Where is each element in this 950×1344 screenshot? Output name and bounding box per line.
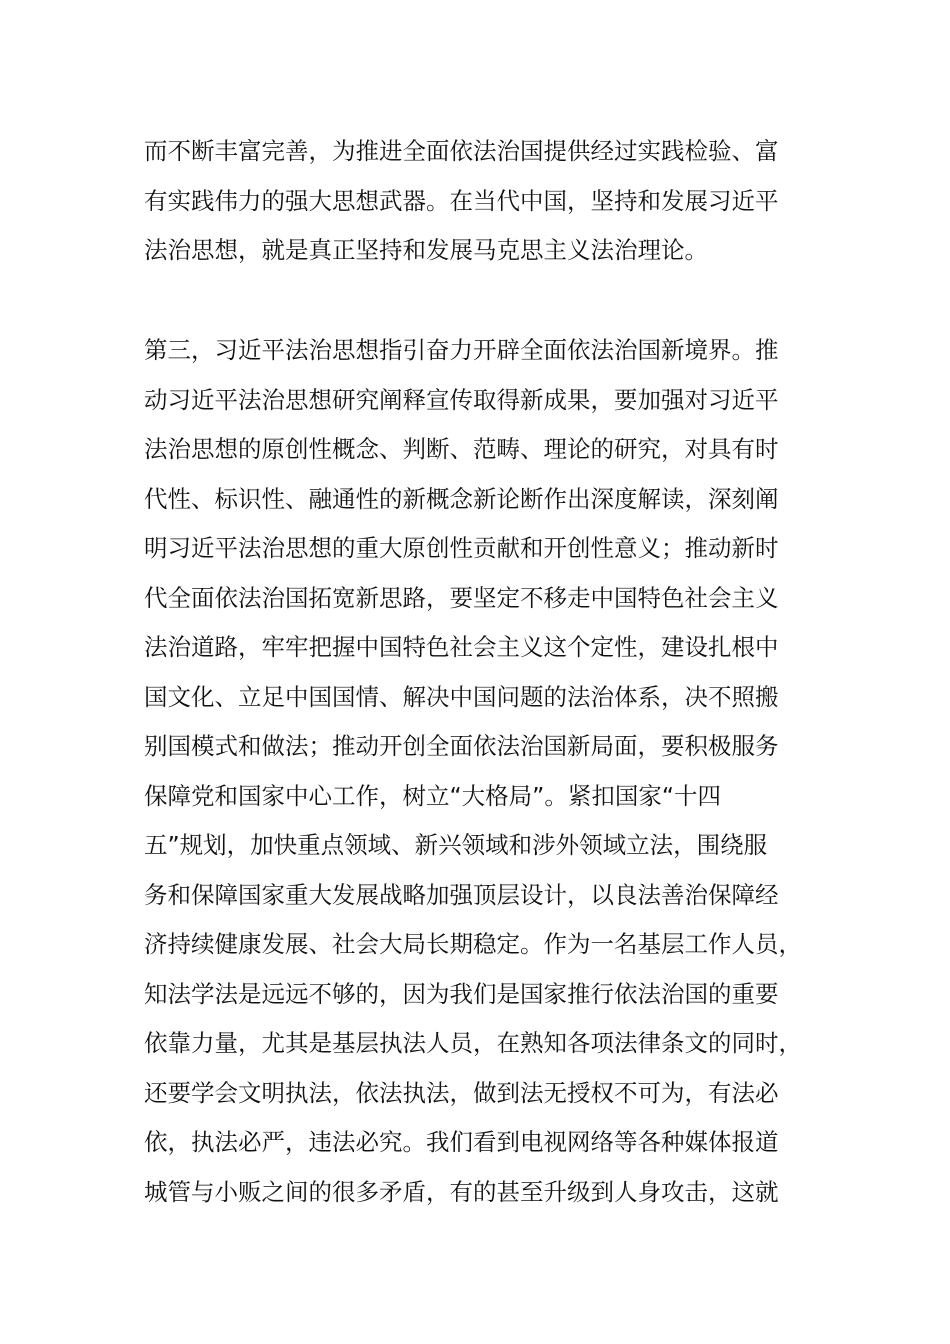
text-line: 还要学会文明执法，依法执法，做到法无授权不可为，有法必	[144, 1078, 779, 1107]
text-line: 保障党和国家中心工作，树立“大格局”。紧扣国家“十四	[144, 781, 722, 810]
text-line: 代全面依法治国拓宽新思路，要坚定不移走中国特色社会主义	[144, 583, 779, 612]
text-line: 国文化、立足中国国情、解决中国问题的法治体系，决不照搬	[144, 682, 779, 711]
text-line: 有实践伟力的强大思想武器。在当代中国，坚持和发展习近平	[144, 186, 779, 215]
text-line: 依，执法必严，违法必究。我们看到电视网络等各种媒体报道	[144, 1128, 779, 1156]
text-line: 济持续健康发展、社会大局长期稳定。作为一名基层工作人员，	[144, 930, 802, 958]
paragraph	[144, 127, 834, 276]
text-line: 代性、标识性、融通性的新概念新论断作出深度解读，深刻阐	[144, 484, 779, 513]
paragraph	[144, 326, 834, 1217]
text-line: 法治道路，牢牢把握中国特色社会主义这个定性，建设扎根中	[144, 633, 779, 661]
text-line: 法治思想，就是真正坚持和发展马克思主义法治理论。	[144, 236, 708, 264]
text-line: 而不断丰富完善，为推进全面依法治国提供经过实践检验、富	[144, 137, 779, 165]
text-line: 依靠力量，尤其是基层执法人员，在熟知各项法律条文的同时，	[144, 1029, 802, 1057]
text-line: 务和保障国家重大发展战略加强顶层设计，以良法善治保障经	[144, 880, 779, 909]
text-line: 别国模式和做法；推动开创全面依法治国新局面，要积极服务	[144, 732, 779, 760]
text-line: 法治思想的原创性概念、判断、范畴、理论的研究，对具有时	[144, 435, 779, 463]
text-line: 动习近平法治思想研究阐释宣传取得新成果，要加强对习近平	[144, 385, 779, 414]
text-line: 五”规划，加快重点领域、新兴领域和涉外领域立法，围绕服	[144, 831, 768, 859]
text-line: 明习近平法治思想的重大原创性贡献和开创性意义；推动新时	[144, 534, 779, 562]
text-line: 城管与小贩之间的很多矛盾，有的甚至升级到人身攻击，这就	[144, 1177, 779, 1206]
text-line: 第三，习近平法治思想指引奋力开辟全面依法治国新境界。推	[144, 336, 779, 364]
text-line: 知法学法是远远不够的，因为我们是国家推行依法治国的重要	[144, 979, 779, 1008]
